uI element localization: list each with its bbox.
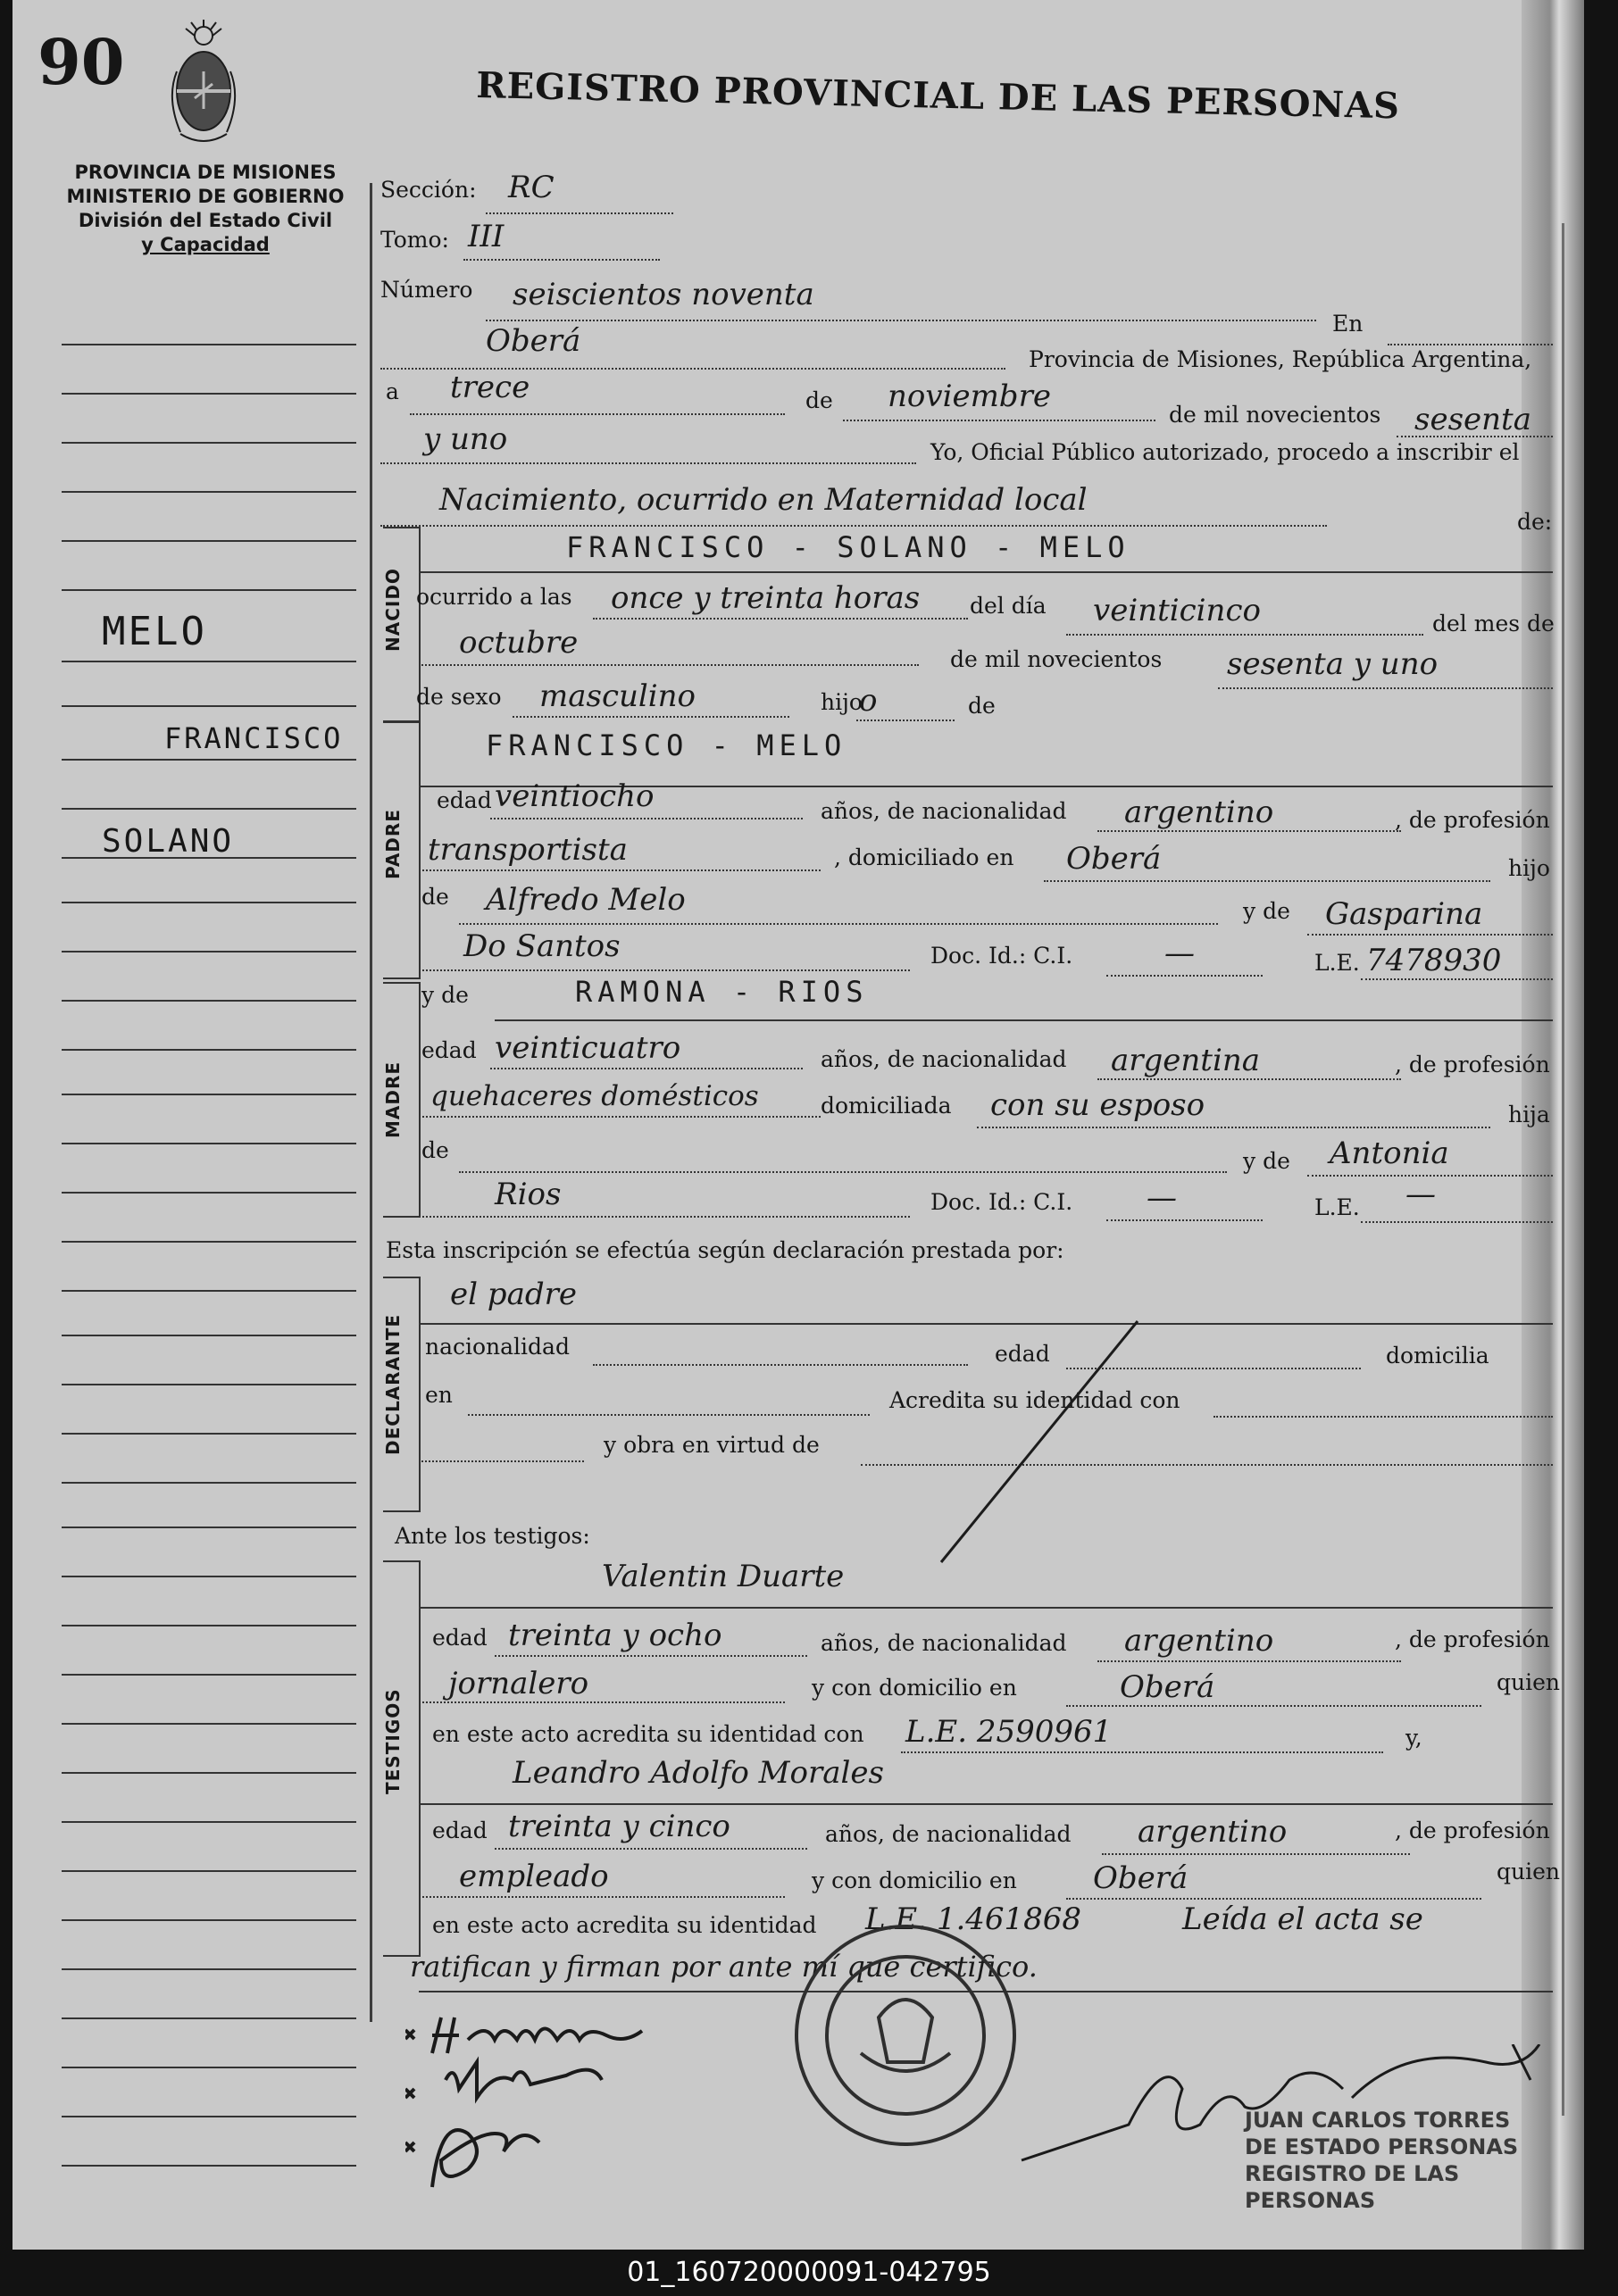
margin-surname: MELO <box>102 609 207 654</box>
acto-line <box>380 525 1327 527</box>
folio-number: 90 <box>38 25 125 99</box>
testigo1-edad-label: edad <box>432 1625 488 1651</box>
anio2-line <box>380 462 916 464</box>
madre-le-label: L.E. <box>1314 1194 1360 1220</box>
padre-nac-value: argentino <box>1124 794 1274 830</box>
padre-de-label: de <box>421 884 449 910</box>
closing-line-2: ratifican y firman por ante mí que certifico. <box>410 1950 1038 1984</box>
madre-madre-value2: Rios <box>495 1177 562 1212</box>
padre-madre-line <box>1307 934 1553 936</box>
margin-rule <box>62 2116 356 2117</box>
testigo1-edad-line <box>495 1655 807 1657</box>
testigo2-name-line <box>419 1803 1553 1805</box>
testigo2-dom-line <box>1066 1898 1481 1900</box>
testigo1-prof-line <box>419 1701 785 1703</box>
margin-rule <box>62 808 356 810</box>
seccion-line <box>486 212 673 214</box>
testigos-intro: Ante los testigos: <box>395 1523 590 1549</box>
de-colon-label: de: <box>1517 509 1553 535</box>
declarante-name: el padre <box>450 1277 577 1312</box>
dia-nac-value: veinticinco <box>1093 593 1261 628</box>
padre-yde-label: y de <box>1243 898 1290 924</box>
margin-rule <box>62 1772 356 1774</box>
hora-value: once y treinta horas <box>611 580 921 616</box>
registrar-office: DE ESTADO PERSONAS <box>1245 2134 1519 2159</box>
madre-nac-label: años, de nacionalidad <box>821 1046 1067 1072</box>
testigo2-prof-value: empleado <box>459 1859 609 1894</box>
margin-rule <box>62 1674 356 1676</box>
testigo1-y-label: y, <box>1405 1725 1422 1751</box>
padre-prof-value: transportista <box>428 832 628 868</box>
margin-rule <box>62 759 356 761</box>
numero-line <box>486 320 1316 321</box>
madre-edad-value: veinticuatro <box>495 1030 681 1066</box>
testigo2-edad-label: edad <box>432 1818 488 1843</box>
testigo2-dom-label: y con domicilio en <box>812 1868 1017 1893</box>
document-title: REGISTRO PROVINCIAL DE LAS PERSONAS <box>475 64 1401 128</box>
org-line: MINISTERIO DE GOBIERNO <box>66 186 345 207</box>
margin-rule <box>62 1192 356 1194</box>
declarante-acredita-line <box>1214 1416 1553 1418</box>
testigo1-name-line <box>419 1607 1553 1609</box>
del-mes-label: del mes de <box>1432 611 1555 636</box>
margin-rule <box>62 1482 356 1484</box>
madre-le-value: — <box>1405 1177 1436 1212</box>
margin-rule <box>62 1000 356 1002</box>
padre-le-label: L.E. <box>1314 950 1360 976</box>
registrar-name: JUAN CARLOS TORRES <box>1245 2108 1511 2133</box>
testigo2-edad-line <box>495 1848 807 1850</box>
testigo2-nac-value: argentino <box>1138 1814 1288 1850</box>
madre-doc-label: Doc. Id.: C.I. <box>930 1189 1073 1215</box>
margin-rule <box>62 1241 356 1243</box>
nacido-name-line <box>419 571 1553 573</box>
image-identifier: 01_160720000091-042795 <box>627 2257 991 2288</box>
testigo1-nac-line <box>1097 1660 1401 1662</box>
mes-nac-line <box>419 664 919 666</box>
mes-value: noviembre <box>888 379 1051 414</box>
madre-ci-line <box>1106 1219 1263 1221</box>
acto-value: Nacimiento, ocurrido en Maternidad local <box>439 482 1088 518</box>
testigo2-nac-line <box>1102 1853 1410 1855</box>
madre-hija-label: hija <box>1508 1102 1550 1127</box>
padre-doc-label: Doc. Id.: C.I. <box>930 943 1073 969</box>
testigo2-nac-label: años, de nacionalidad <box>825 1821 1072 1847</box>
margin-rule <box>62 1290 356 1292</box>
hijo-value: o <box>859 683 878 719</box>
margin-rule <box>62 491 356 493</box>
madre-nac-value: argentina <box>1111 1043 1261 1078</box>
section-padre-label: PADRE <box>382 809 404 879</box>
margin-rule <box>62 393 356 395</box>
en-line <box>1388 344 1553 345</box>
padre-madre-value2: Do Santos <box>463 928 621 964</box>
madre-ci-value: — <box>1147 1180 1177 1216</box>
testigo1-dom-value: Oberá <box>1120 1669 1215 1705</box>
testigo2-dom-value: Oberá <box>1093 1860 1188 1896</box>
padre-edad-label: edad <box>437 787 492 813</box>
padre-dom-value: Oberá <box>1066 841 1162 877</box>
margin-rule <box>62 902 356 903</box>
ocurrido-label: ocurrido a las <box>416 584 572 610</box>
margin-first-name: FRANCISCO <box>164 721 344 755</box>
madre-dom-value: con su esposo <box>990 1087 1205 1123</box>
margin-rule <box>62 1821 356 1823</box>
margin-rule <box>62 1625 356 1626</box>
hijo-label: hijo <box>821 689 863 715</box>
testigo2-prof-line <box>419 1896 785 1898</box>
seccion-label: Sección: <box>380 177 477 203</box>
margin-rule <box>62 705 356 707</box>
madre-name: RAMONA - RIOS <box>575 975 869 1009</box>
madre-le-line <box>1361 1221 1553 1223</box>
void-slash-mark <box>932 1312 1147 1571</box>
testigo1-name: Valentin Duarte <box>602 1559 845 1594</box>
padre-le-line <box>1361 978 1553 980</box>
madre-madre-value1: Antonia <box>1330 1136 1449 1171</box>
madre-madre2-line <box>419 1216 910 1218</box>
declarante-dom-label: domicilia <box>1386 1343 1489 1368</box>
testigo1-dom-line <box>1066 1705 1481 1707</box>
madre-prof-value: quehaceres domésticos <box>430 1080 759 1112</box>
hijo-line <box>856 720 955 721</box>
declarante-en-label: en <box>425 1382 453 1408</box>
margin-rule <box>62 2165 356 2167</box>
org-line: y Capacidad <box>141 234 270 255</box>
padre-hijo-label: hijo <box>1508 855 1550 881</box>
madre-edad-label: edad <box>421 1037 477 1063</box>
margin-rule <box>62 951 356 953</box>
madre-name-line <box>495 1019 1553 1021</box>
margin-rule <box>62 1433 356 1435</box>
testigo1-quien-label: quien <box>1497 1669 1560 1695</box>
dia-line <box>410 413 785 415</box>
margin-rule <box>62 540 356 542</box>
seccion-value: RC <box>508 170 555 205</box>
margin-second-name: SOLANO <box>102 823 235 860</box>
margin-rule <box>62 2067 356 2068</box>
madre-nac-line <box>1097 1078 1401 1080</box>
declarante-nac-label: nacionalidad <box>425 1334 570 1360</box>
provincia-text: Provincia de Misiones, República Argentina, <box>1029 346 1532 372</box>
section-madre-label: MADRE <box>382 1061 404 1138</box>
register-page <box>13 0 1584 2250</box>
padre-dom-label: , domiciliado en <box>834 844 1014 870</box>
margin-rule <box>62 1723 356 1725</box>
declarante-edad-label: edad <box>995 1341 1050 1367</box>
padre-madre2-line <box>419 969 910 971</box>
numero-value: seiscientos noventa <box>513 277 814 312</box>
testigo1-prof-label: , de profesión <box>1395 1626 1550 1652</box>
a-label: a <box>386 379 399 404</box>
sexo-line <box>513 716 789 718</box>
margin-rule <box>62 2017 356 2019</box>
testigo2-acredita-label: en este acto acredita su identidad <box>432 1912 817 1938</box>
padre-name: FRANCISCO - MELO <box>486 728 847 762</box>
dia-value: trece <box>450 370 530 405</box>
margin-rule <box>62 661 356 662</box>
en-label: En <box>1332 311 1364 337</box>
testigo1-nac-label: años, de nacionalidad <box>821 1630 1067 1656</box>
testigo1-doc-value: L.E. 2590961 <box>905 1714 1113 1750</box>
padre-ci-value: — <box>1164 936 1195 971</box>
margin-rule <box>62 1384 356 1385</box>
section-nacido-label: NACIDO <box>382 568 404 652</box>
madre-dom-line <box>977 1127 1490 1128</box>
padre-prof-label: , de profesión <box>1395 807 1550 833</box>
madre-dom-label: domiciliada <box>821 1093 952 1119</box>
closing-line-1: Leída el acta se <box>1182 1901 1423 1937</box>
section-declarante-label: DECLARANTE <box>382 1313 404 1455</box>
margin-divider <box>370 183 372 2022</box>
anio-nac-value: sesenta y uno <box>1227 646 1439 682</box>
margin-rule <box>62 1094 356 1095</box>
padre-nac-line <box>1097 830 1401 832</box>
oficial-text: Yo, Oficial Público autorizado, procedo a inscribir el <box>930 439 1520 465</box>
sexo-label: de sexo <box>416 684 502 710</box>
padre-dom-line <box>1044 880 1490 882</box>
margin-rule <box>62 1919 356 1921</box>
padre-edad-value: veintiocho <box>495 778 655 814</box>
mes-nac-value: octubre <box>459 625 579 661</box>
margin-rule <box>62 1143 356 1144</box>
madre-padre-line <box>459 1171 1227 1173</box>
testigo1-acredita-label: en este acto acredita su identidad con <box>432 1721 864 1747</box>
dia-nac-line <box>1066 634 1423 636</box>
testigo1-dom-label: y con domicilio en <box>812 1675 1017 1701</box>
hora-line <box>593 618 968 620</box>
declarante-doc-line <box>419 1460 584 1462</box>
testigo1-doc-line <box>901 1751 1383 1753</box>
section-testigos-label: TESTIGOS <box>382 1688 404 1794</box>
padre-prof-line <box>419 869 821 871</box>
margin-rule <box>62 1049 356 1051</box>
margin-rule <box>62 344 356 345</box>
margin-rule <box>62 442 356 444</box>
declarante-intro: Esta inscripción se efectúa según declaración prestada por: <box>386 1237 1064 1263</box>
padre-padre-line <box>459 923 1218 925</box>
tomo-value: III <box>468 219 505 254</box>
testigo1-nac-value: argentino <box>1124 1623 1274 1659</box>
de-label: de <box>805 387 833 413</box>
testigo2-name: Leandro Adolfo Morales <box>513 1755 884 1791</box>
anio2-value: y uno <box>423 421 508 457</box>
margin-rule <box>62 1968 356 1970</box>
mil-label: de mil novecientos <box>1169 402 1381 428</box>
anio1-value: sesenta <box>1414 402 1531 437</box>
lugar-value: Oberá <box>486 323 581 359</box>
testigo2-doc-value: L.E. 1.461868 <box>865 1901 1082 1937</box>
org-line: División del Estado Civil <box>78 210 333 231</box>
madre-edad-line <box>490 1068 803 1069</box>
tomo-line <box>463 259 660 261</box>
margin-rule <box>62 1576 356 1577</box>
padre-edad-line <box>490 818 803 819</box>
margin-rule <box>62 1870 356 1872</box>
madre-yde2-label: y de <box>1243 1148 1290 1174</box>
margin-rule <box>62 1527 356 1528</box>
official-round-stamp <box>789 1919 1022 2151</box>
padre-padre-value: Alfredo Melo <box>486 882 686 918</box>
madre-yde-label: y de <box>421 982 469 1008</box>
issuing-authority <box>54 161 357 257</box>
numero-label: Número <box>380 277 473 303</box>
padre-le-value: 7478930 <box>1366 943 1502 978</box>
testigo2-quien-label: quien <box>1497 1859 1560 1884</box>
margin-rule <box>62 589 356 591</box>
org-line: PROVINCIA DE MISIONES <box>74 162 337 183</box>
testigo2-edad-value: treinta y cinco <box>508 1809 730 1844</box>
anio-nac-line <box>1218 687 1553 689</box>
testigo1-edad-value: treinta y ocho <box>508 1618 722 1653</box>
declarante-obra-label: y obra en virtud de <box>604 1432 820 1458</box>
registrar-stamp <box>1245 2107 1584 2214</box>
padre-nac-label: años, de nacionalidad <box>821 798 1067 824</box>
margin-rule <box>62 1335 356 1336</box>
mes-line <box>843 420 1155 421</box>
nacido-name: FRANCISCO - SOLANO - MELO <box>566 530 1130 564</box>
registrar-registry: REGISTRO DE LAS PERSONAS <box>1245 2161 1460 2213</box>
madre-prof-line <box>419 1116 821 1118</box>
padre-madre-value1: Gasparina <box>1325 896 1483 932</box>
sexo-value: masculino <box>539 678 696 714</box>
declarante-nac-line <box>593 1364 968 1366</box>
padre-ci-line <box>1106 975 1263 977</box>
tomo-label: Tomo: <box>380 227 449 253</box>
mil-nac-label: de mil novecientos <box>950 646 1163 672</box>
right-border <box>1562 223 1564 2116</box>
testigo2-prof-label: , de profesión <box>1395 1818 1550 1843</box>
del-dia-label: del día <box>970 593 1047 619</box>
de-nac-label: de <box>968 693 996 719</box>
declarante-acredita-label: Acredita su identidad con <box>889 1387 1180 1413</box>
testigo1-prof-value: jornalero <box>448 1666 589 1701</box>
declarante-en-line <box>468 1414 870 1416</box>
madre-prof-label: , de profesión <box>1395 1052 1550 1077</box>
argentina-coat-of-arms-icon <box>163 18 245 152</box>
madre-de-label: de <box>421 1137 449 1163</box>
